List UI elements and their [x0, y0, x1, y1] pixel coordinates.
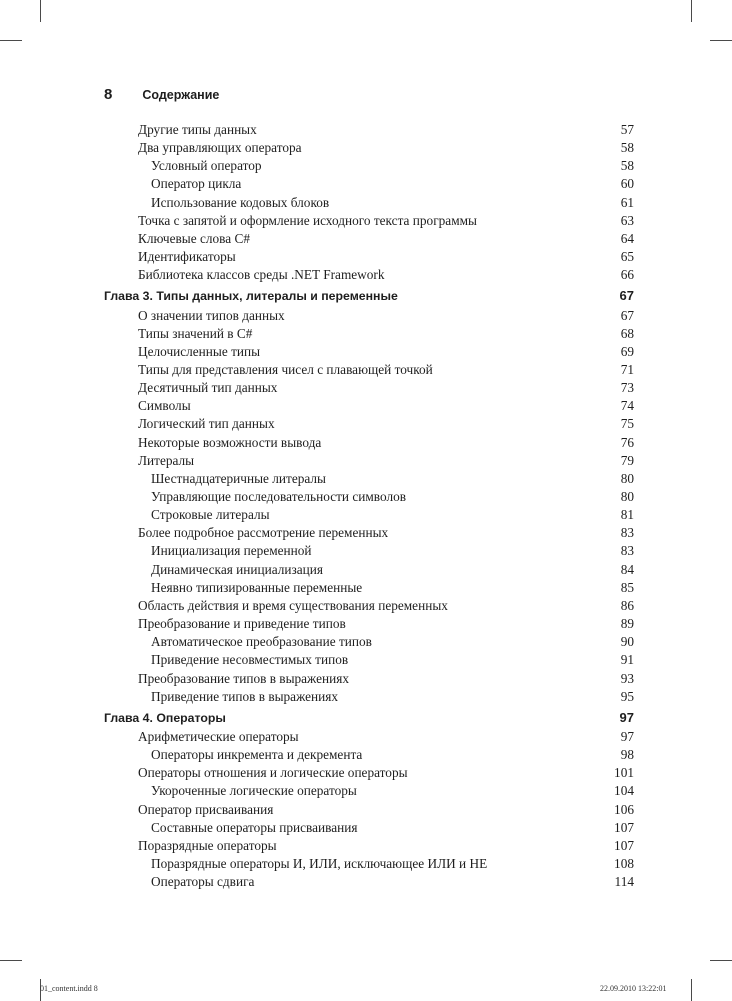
- toc-entry-title: Область действия и время существования переменных: [138, 597, 448, 613]
- toc-page-number: 89: [620, 616, 634, 631]
- toc-page-number: 84: [620, 561, 634, 577]
- toc-entry-title: Символы: [138, 398, 191, 414]
- toc-page-number: 64: [620, 230, 634, 246]
- toc-entry: [0, 194, 732, 212]
- toc-entry-title: Литералы: [138, 452, 195, 468]
- toc-entry-title: Библиотека классов среды .NET Framework: [138, 267, 385, 283]
- toc-page-number: 76: [620, 434, 634, 450]
- toc-entry: [0, 488, 732, 506]
- toc-entry: [0, 579, 732, 597]
- toc-entry: [0, 561, 732, 579]
- toc-page-number: 114: [614, 874, 634, 890]
- toc-entry: [0, 615, 732, 633]
- toc-entry: [0, 307, 732, 325]
- toc-entry-title: Условный оператор: [151, 158, 262, 174]
- toc-page-number: 57: [620, 122, 634, 137]
- toc-entry: [0, 819, 732, 837]
- toc-entry: [0, 248, 732, 266]
- toc-entry-title: Типы для представления чисел с плавающей точкой: [138, 362, 433, 377]
- toc-entry-title: Операторы отношения и логические операторы: [138, 765, 408, 781]
- toc-page-number: 68: [620, 325, 634, 341]
- toc-page-number: 98: [620, 747, 634, 763]
- toc-entry-title: Управляющие последовательности символов: [151, 489, 407, 504]
- running-header: [104, 86, 219, 106]
- toc-entry: [0, 230, 732, 248]
- toc-chapter-heading: [0, 709, 732, 727]
- crop-mark: [0, 960, 22, 961]
- toc-entry: [0, 506, 732, 524]
- toc-chapter-heading: [0, 287, 732, 305]
- toc-page-number: 67: [620, 307, 634, 323]
- toc-entry: [0, 379, 732, 397]
- toc-page-number: 83: [620, 543, 634, 559]
- toc-entry-title: Динамическая инициализация: [151, 561, 324, 577]
- toc-page-number: 69: [620, 343, 634, 359]
- toc-entry: [0, 837, 732, 855]
- toc-page-number: 81: [620, 507, 634, 523]
- toc-entry-title: Точка с запятой и оформление исходного текста программы: [138, 212, 477, 228]
- toc-entry: [0, 728, 732, 746]
- toc-entry-title: Глава 4. Операторы: [104, 710, 226, 725]
- toc-entry-title: Шестнадцатеричные литералы: [151, 470, 326, 486]
- toc-entry: [0, 397, 732, 415]
- toc-entry: [0, 782, 732, 800]
- toc-entry-title: Приведение несовместимых типов: [151, 652, 349, 668]
- toc-entry-title: Автоматическое преобразование типов: [151, 634, 372, 650]
- toc-entry-title: Типы значений в C#: [138, 325, 253, 341]
- crop-mark: [710, 960, 732, 961]
- toc-entry-title: Операторы сдвига: [151, 874, 255, 890]
- toc-entry: [0, 434, 732, 452]
- toc-entry-title: Поразрядные операторы И, ИЛИ, исключающее ИЛИ и НЕ: [151, 856, 488, 871]
- toc-page-number: 79: [620, 452, 634, 468]
- toc-entry-title: Глава 3. Типы данных, литералы и переменные: [104, 289, 398, 304]
- toc-entry: [0, 801, 732, 819]
- toc-page-number: 63: [620, 212, 634, 228]
- toc-entry: [0, 764, 732, 782]
- toc-entry: [0, 343, 732, 361]
- toc-entry-title: Преобразование и приведение типов: [138, 616, 346, 631]
- toc-entry: [0, 670, 732, 688]
- toc-entry: [0, 139, 732, 157]
- toc-page-number: 90: [620, 634, 634, 650]
- toc-page-number: 91: [620, 652, 634, 668]
- toc-entry-title: Целочисленные типы: [138, 343, 261, 359]
- toc-entry-title: Поразрядные операторы: [138, 837, 277, 853]
- toc-entry: [0, 597, 732, 615]
- toc-entry: [0, 325, 732, 343]
- crop-mark: [691, 979, 692, 1001]
- toc-entry-title: Инициализация переменной: [151, 543, 312, 559]
- toc-entry-title: О значении типов данных: [138, 307, 285, 323]
- toc-entry-title: Укороченные логические операторы: [151, 783, 357, 799]
- toc-entry-title: Логический тип данных: [138, 416, 275, 432]
- toc-page-number: 65: [620, 249, 634, 265]
- file-label: 01_content.indd 8: [40, 984, 98, 993]
- toc-page-number: 58: [620, 140, 634, 156]
- toc-page-number: 80: [620, 489, 634, 504]
- toc-entry-title: Составные операторы присваивания: [151, 819, 358, 835]
- toc-entry: [0, 633, 732, 651]
- toc-entry-title: Арифметические операторы: [138, 728, 299, 744]
- toc-entry: [0, 175, 732, 193]
- toc-entry: [0, 361, 732, 379]
- running-title: Содержание: [142, 88, 220, 102]
- toc-entry-title: Оператор присваивания: [138, 801, 274, 817]
- toc-entry: [0, 542, 732, 560]
- toc-page-number: 60: [620, 176, 634, 192]
- toc-entry: [0, 524, 732, 542]
- toc-entry-title: Приведение типов в выражениях: [151, 688, 338, 704]
- toc-page-number: 93: [620, 670, 634, 686]
- toc-page-number: 75: [620, 416, 634, 432]
- toc-page-number: 80: [620, 470, 634, 486]
- toc-entry-title: Преобразование типов в выражениях: [138, 670, 349, 686]
- toc-entry: [0, 688, 732, 706]
- toc-entry-title: Более подробное рассмотрение переменных: [138, 525, 389, 541]
- toc-page-number: 97: [620, 728, 634, 744]
- toc-page-number: 74: [620, 398, 634, 414]
- toc-page-number: 101: [614, 765, 634, 781]
- toc-entry-title: Операторы инкремента и декремента: [151, 747, 363, 763]
- crop-mark: [710, 40, 732, 41]
- toc-entry-title: Строковые литералы: [151, 507, 270, 523]
- toc-entry: [0, 452, 732, 470]
- toc-page-number: 61: [620, 194, 634, 210]
- toc-entry: [0, 415, 732, 433]
- toc-entry-title: Ключевые слова C#: [138, 230, 250, 246]
- toc-page-number: 107: [614, 837, 634, 853]
- toc-entry-title: Другие типы данных: [138, 122, 257, 137]
- toc-page-number: 108: [614, 856, 634, 871]
- toc-entry: [0, 157, 732, 175]
- crop-mark: [0, 40, 22, 41]
- toc-entry-title: Идентификаторы: [138, 249, 236, 265]
- toc-entry: [0, 470, 732, 488]
- crop-mark: [40, 0, 41, 22]
- toc-page-number: 107: [614, 819, 634, 835]
- toc-entry-title: Неявно типизированные переменные: [151, 579, 363, 595]
- toc-entry: [0, 121, 732, 139]
- toc-page-number: 95: [620, 688, 634, 704]
- toc-entry-title: Два управляющих оператора: [138, 140, 302, 156]
- toc-page-number: 67: [619, 288, 634, 304]
- toc-entry-title: Некоторые возможности вывода: [138, 434, 322, 450]
- toc-page-number: 58: [620, 158, 634, 174]
- toc-entry-title: Использование кодовых блоков: [151, 194, 330, 210]
- toc-entry: [0, 266, 732, 284]
- toc-entry: [0, 855, 732, 873]
- toc-entry: [0, 651, 732, 669]
- toc-page-number: 104: [614, 783, 634, 799]
- page-number: 8: [104, 86, 113, 103]
- crop-mark: [691, 0, 692, 22]
- print-timestamp: 22.09.2010 13:22:01: [600, 984, 667, 993]
- toc-entry: [0, 873, 732, 891]
- toc-page-number: 66: [620, 267, 634, 283]
- toc-page-number: 73: [620, 380, 634, 396]
- toc-entry: [0, 746, 732, 764]
- toc-page-number: 106: [614, 801, 634, 817]
- toc-page-number: 85: [620, 579, 634, 595]
- toc-entry-title: Оператор цикла: [151, 176, 242, 192]
- toc-page-number: 83: [620, 525, 634, 541]
- toc-page-number: 86: [620, 597, 634, 613]
- toc-entry: [0, 212, 732, 230]
- toc-entry-title: Десятичный тип данных: [138, 380, 278, 396]
- toc-page-number: 71: [620, 362, 634, 377]
- toc-page-number: 97: [619, 709, 634, 725]
